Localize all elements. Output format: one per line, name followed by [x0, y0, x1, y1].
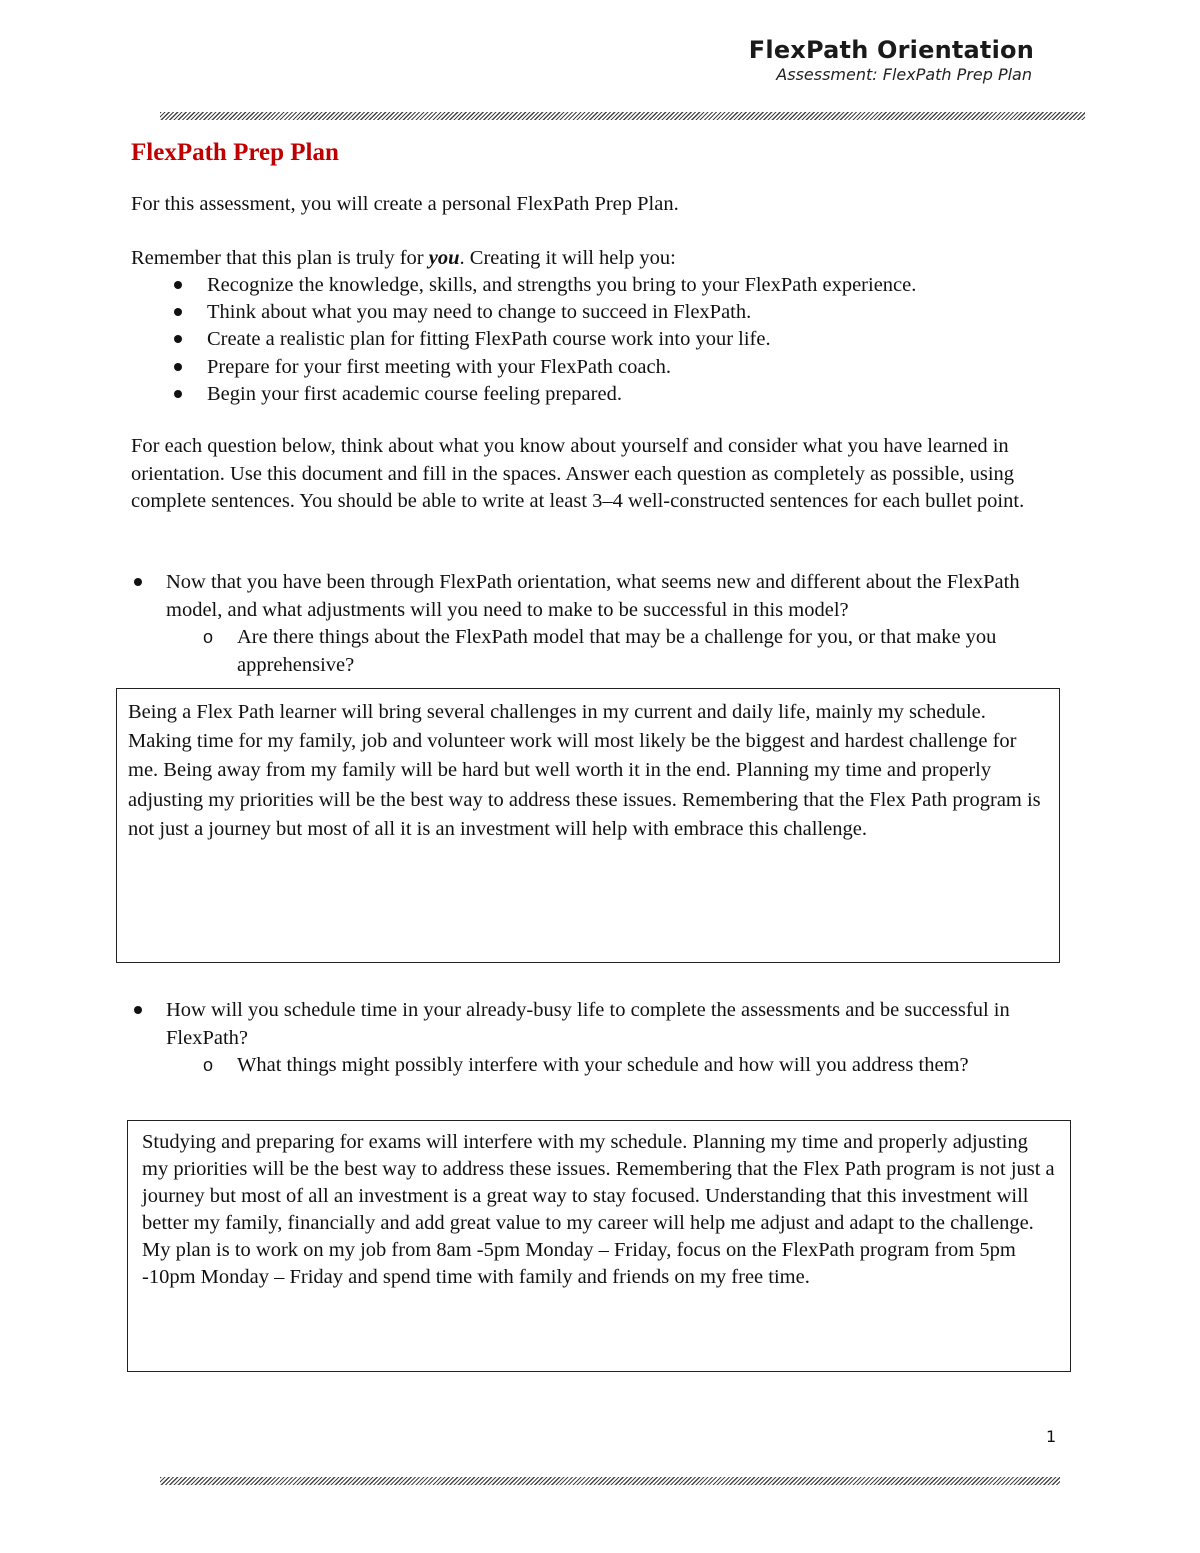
remember-text-after: . Creating it will help you: — [459, 247, 676, 269]
list-item: Prepare for your first meeting with your FlexPath coach. — [131, 354, 1071, 381]
remember-emphasis: you — [428, 247, 460, 269]
list-item: Think about what you may need to change to succeed in FlexPath. — [131, 299, 1071, 326]
page-number: 1 — [1046, 1427, 1057, 1446]
question-2-subquestion-text: What things might possibly interfere with your schedule and how will you address them? — [237, 1054, 969, 1076]
question-2-subquestion — [131, 1052, 1081, 1080]
header-divider — [160, 112, 1085, 120]
header-title: FlexPath Orientation — [748, 36, 1034, 64]
question-1-subquestion — [131, 624, 1081, 679]
sub-bullet-marker: o — [203, 1055, 214, 1075]
list-item: Create a realistic plan for fitting FlexPath course work into your life. — [131, 326, 1071, 353]
answer-box-2[interactable]: Studying and preparing for exams will interfere with my schedule. Planning my time and properly adjusting my priorities will be the best way to address these issues. Remembering that the Flex Path program is not just a journey but most of all an investment is a great way to stay focused. Understanding that this investment will better my family, financially and add great value to my career will help me adjust and adapt to the challenge. My plan is to work on my job from 8am -5pm Monday – Friday, focus on the FlexPath program from 5pm -10pm Monday – Friday and spend time with family and friends on my free time. — [127, 1120, 1071, 1372]
intro-paragraph: For this assessment, you will create a personal FlexPath Prep Plan. — [131, 193, 679, 215]
benefits-list — [131, 272, 1071, 408]
question-1-text: Now that you have been through FlexPath orientation, what seems new and different about the FlexPath model, and what adjustments will you need to make to be successful in this model? — [131, 569, 1081, 624]
list-item: Recognize the knowledge, skills, and strengths you bring to your FlexPath experience. — [131, 272, 1071, 299]
document-title: FlexPath Prep Plan — [131, 139, 339, 166]
remember-text-before: Remember that this plan is truly for — [131, 247, 429, 269]
question-2-text: How will you schedule time in your already-busy life to complete the assessments and be successful in FlexPath? — [131, 997, 1081, 1052]
question-2 — [131, 997, 1081, 1080]
sub-bullet-marker: o — [203, 627, 214, 647]
remember-paragraph — [131, 245, 1051, 273]
header-subtitle: Assessment: FlexPath Prep Plan — [776, 65, 1032, 84]
question-1 — [131, 569, 1081, 679]
answer-box-1[interactable]: Being a Flex Path learner will bring several challenges in my current and daily life, mainly my schedule. Making time for my family, job and volunteer work will most likely be the biggest and hardest challenge for me. Being away from my family will be hard but well worth it in the end. Planning my time and properly adjusting my priorities will be the best way to address these issues. Remembering that the Flex Path program is not just a journey but most of all it is an investment will help with embrace this challenge. — [116, 688, 1060, 963]
instructions-paragraph: For each question below, think about what you know about yourself and consider what you have learned in orientation. Use this document and fill in the spaces. Answer each question as completely as possible, using complete sentences. You should be able to write at least 3–4 well-constructed sentences for each bullet point. — [131, 435, 1025, 512]
list-item: Begin your first academic course feeling prepared. — [131, 381, 1071, 408]
footer-divider — [160, 1477, 1060, 1485]
question-1-subquestion-text: Are there things about the FlexPath model that may be a challenge for you, or that make you apprehensive? — [237, 626, 997, 676]
